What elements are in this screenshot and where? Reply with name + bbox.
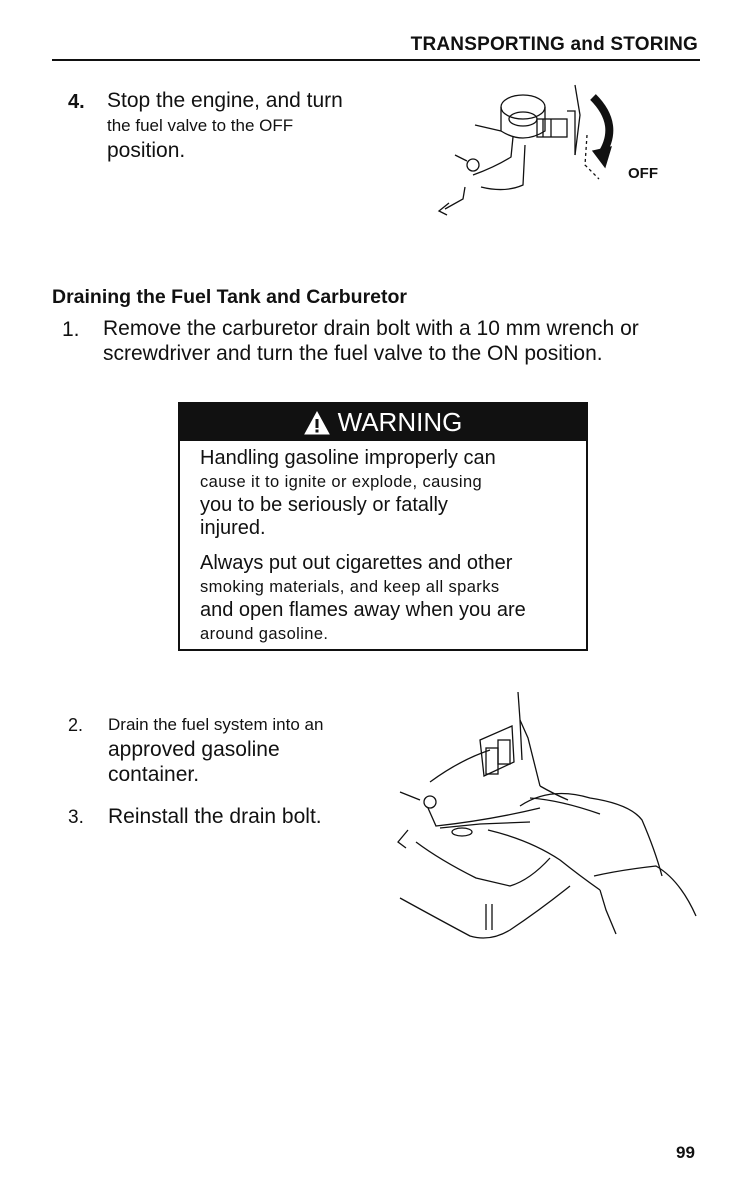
- step-4-number: 4.: [68, 91, 85, 113]
- step-4-line-3: position.: [107, 139, 186, 162]
- warning-p1-line-4: injured.: [200, 517, 266, 539]
- step-4-line-1: Stop the engine, and turn: [107, 89, 343, 112]
- page-header-title: TRANSPORTING and STORING: [410, 34, 698, 55]
- page-number: 99: [676, 1143, 695, 1162]
- step-4-text: [107, 88, 343, 163]
- warning-header: [180, 404, 586, 441]
- step-1-line-1: Remove the carburetor drain bolt with a 10 mm wrench or: [103, 317, 639, 340]
- warning-p2-line-2: smoking materials, and keep all sparks: [200, 578, 500, 596]
- step-2-number: 2.: [68, 715, 84, 735]
- warning-title: WARNING: [337, 407, 463, 437]
- warning-p2-line-1: Always put out cigarettes and other: [200, 552, 513, 574]
- step-1-number: 1.: [62, 318, 80, 341]
- header-rule: [52, 59, 700, 61]
- step-2-line-1: Drain the fuel system into an: [108, 715, 324, 734]
- section-heading: Draining the Fuel Tank and Carburetor: [52, 286, 408, 308]
- off-label: OFF: [628, 165, 658, 182]
- step-3-text: [108, 804, 322, 829]
- warning-body: [180, 441, 586, 646]
- step-2-line-3: container.: [108, 763, 200, 786]
- step-2-text: [108, 712, 323, 787]
- step-1-line-2: screwdriver and turn the fuel valve to the ON position.: [103, 342, 603, 365]
- step-4-line-2: the fuel valve to the OFF: [107, 116, 294, 135]
- fuel-valve-illustration: [425, 75, 625, 225]
- warning-p2-line-3: and open flames away when you are: [200, 599, 526, 621]
- step-3-number: 3.: [68, 807, 84, 828]
- warning-p2-line-4: around gasoline.: [200, 625, 329, 643]
- step-3-line-1: Reinstall the drain bolt.: [108, 805, 322, 828]
- warning-p1-line-3: you to be seriously or fatally: [200, 494, 448, 516]
- step-2-line-2: approved gasoline: [108, 738, 280, 761]
- warning-box: [178, 402, 588, 651]
- warning-paragraph-1: [200, 447, 572, 540]
- step-1-text: [103, 316, 639, 366]
- warning-paragraph-2: [200, 552, 572, 646]
- warning-triangle-icon: [304, 410, 330, 436]
- warning-p1-line-1: Handling gasoline improperly can: [200, 447, 496, 469]
- warning-p1-line-2: cause it to ignite or explode, causing: [200, 473, 483, 491]
- draining-illustration: [380, 690, 705, 950]
